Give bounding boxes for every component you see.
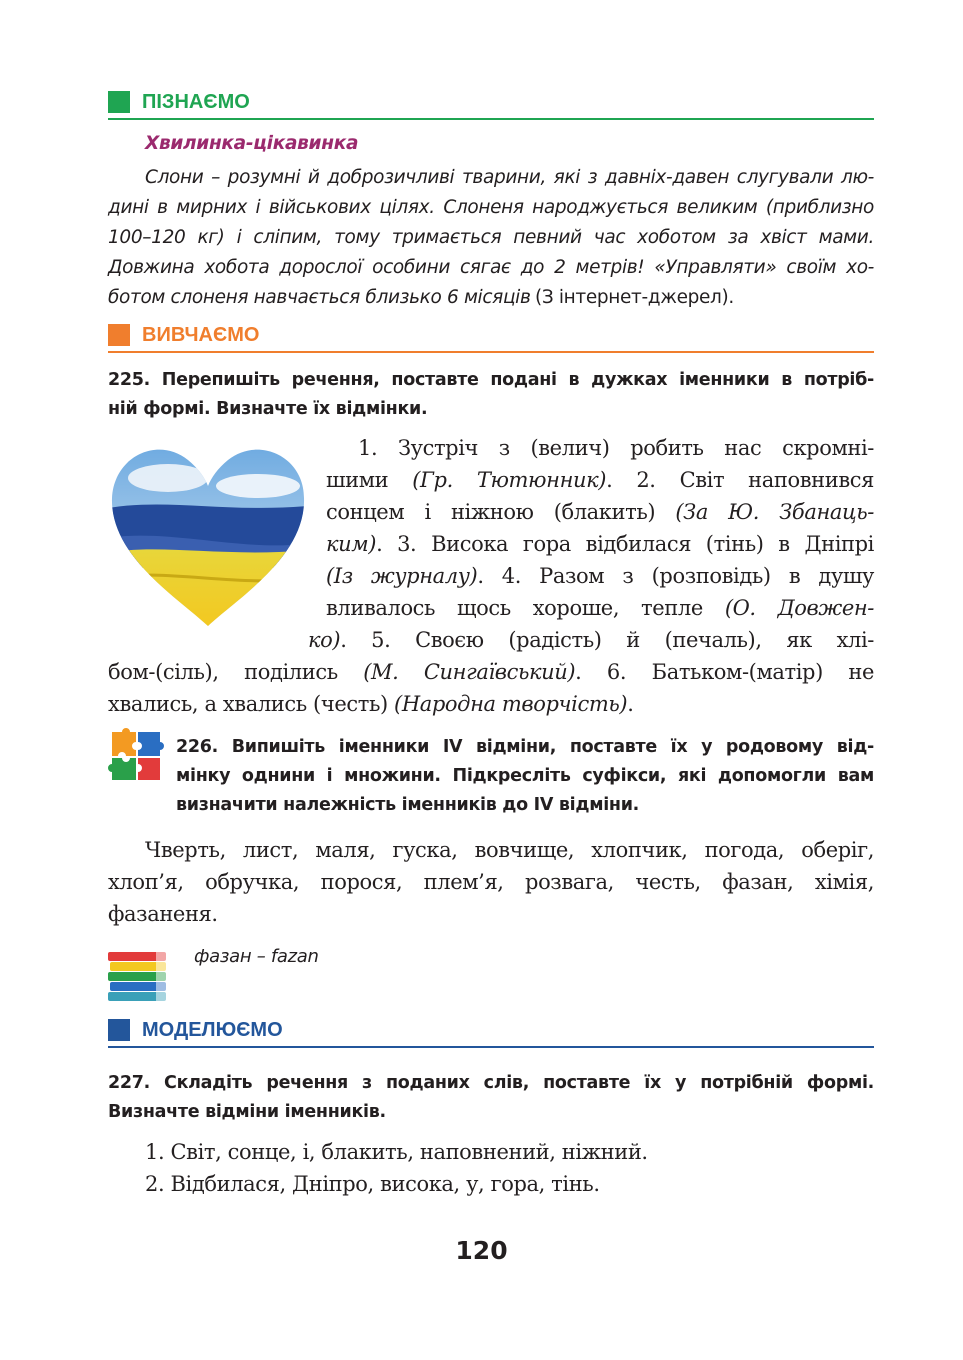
text-source: ким) xyxy=(326,532,377,556)
dictionary-note: фазан – fazan xyxy=(194,946,319,967)
fact-line: дині в мирних і військових цілях. Слоненя народжується великим (приблизно xyxy=(108,197,874,218)
text-plain: шими xyxy=(326,468,413,492)
text-plain: . 4. Разом з (розповідь) в душу xyxy=(477,564,874,588)
task-heading-line: 225. Перепишіть речення, поставте подані в дужках іменники в потріб- xyxy=(108,370,874,390)
fact-line: Довжина хобота дорослої особини сягає до 2 метрів! «Управляти» своїм хо- xyxy=(108,257,874,278)
text-source: (О. Довжен- xyxy=(724,596,875,620)
text-plain: . 6. Батьком-(матір) не xyxy=(575,660,874,684)
text-source: (Гр. Тютюнник) xyxy=(412,468,607,492)
text-plain: . xyxy=(627,692,634,716)
text-source: (Із журналу) xyxy=(326,564,478,588)
text-plain: 1. Зустріч з (велич) робить нас скромні- xyxy=(358,436,874,460)
fact-line: Слони – розумні й доброзичливі тварини, які з давніх-давен слугували лю- xyxy=(145,167,874,188)
text-plain: хвались, а хвались (честь) xyxy=(108,692,395,716)
list-item: 2. Відбилася, Дніпро, висока, у, гора, тінь. xyxy=(145,1172,600,1196)
text-plain: бом-(сіль), поділись xyxy=(108,660,364,684)
task-heading-line: 227. Складіть речення з поданих слів, поставте їх у потрібній формі. xyxy=(108,1073,874,1093)
text-source: (За Ю. Збанаць- xyxy=(675,500,875,524)
words-line: хлоп’я, обручка, порося, плем’я, розвага, честь, фазан, хімія, xyxy=(108,870,874,894)
text-source: (М. Сингаївський) xyxy=(363,660,576,684)
text-line xyxy=(326,496,874,528)
task-heading-line: визначити належність іменників до IV відміни. xyxy=(176,795,640,815)
section-title-study: ВИВЧАЄМО xyxy=(142,324,260,346)
text-line xyxy=(326,592,874,624)
ukraine-heart-image xyxy=(108,438,308,628)
text-source: (Народна творчість) xyxy=(394,692,628,716)
books-icon xyxy=(106,950,170,1004)
task-heading-line: 226. Випишіть іменники IV відміни, поставте їх у родовому від- xyxy=(176,737,874,757)
fact-last-line: ботом слоненя навчається близько 6 місяців xyxy=(108,287,531,308)
text-plain: вливалось щось хороше, тепле xyxy=(326,596,725,620)
text-line xyxy=(108,656,874,688)
blue-square-icon xyxy=(108,1019,130,1041)
words-line: фазаненя. xyxy=(108,902,218,926)
section-header-study xyxy=(108,323,874,349)
puzzle-icon xyxy=(108,728,164,784)
list-item: 1. Світ, сонце, і, блакить, наповнений, ніжний. xyxy=(145,1140,648,1164)
page-number: 120 xyxy=(455,1236,508,1265)
text-source: ко) xyxy=(308,628,341,652)
words-line: Чверть, лист, маля, гуска, вовчище, хлопчик, погода, оберіг, xyxy=(145,838,874,862)
section-rule xyxy=(108,351,874,353)
text-line xyxy=(358,432,874,464)
section-header-model xyxy=(108,1018,874,1044)
text-plain: сонцем і ніжною (блакить) xyxy=(326,500,676,524)
section-rule xyxy=(108,118,874,120)
text-line xyxy=(326,528,874,560)
task-heading-line: Визначте відміни іменників. xyxy=(108,1102,386,1122)
section-title-learn: ПІЗНАЄМО xyxy=(142,91,250,113)
fact-line xyxy=(108,283,734,313)
task-heading-line: мінку однини і множини. Підкресліть суфікси, які допомогли вам xyxy=(176,766,874,786)
text-line xyxy=(108,688,633,720)
text-line xyxy=(308,624,874,656)
text-plain: . 2. Світ наповнився xyxy=(606,468,874,492)
task-heading-line: ній формі. Визначте їх відмінки. xyxy=(108,399,428,419)
section-rule xyxy=(108,1046,874,1048)
section-title-model: МОДЕЛЮЄМО xyxy=(142,1019,283,1041)
fact-source: (З інтернет-джерел). xyxy=(534,287,734,308)
text-plain: . 5. Своєю (радість) й (печаль), як хлі- xyxy=(340,628,874,652)
fact-title: Хвилинка-цікавинка xyxy=(145,133,359,154)
orange-square-icon xyxy=(108,324,130,346)
text-line xyxy=(326,464,874,496)
green-square-icon xyxy=(108,91,130,113)
text-line xyxy=(326,560,874,592)
section-header-learn xyxy=(108,90,874,116)
fact-line: 100–120 кг) і сліпим, тому тримається певний час хоботом за хвіст мами. xyxy=(108,227,874,248)
text-plain: . 3. Висока гора відбилася (тінь) в Дніпрі xyxy=(376,532,874,556)
